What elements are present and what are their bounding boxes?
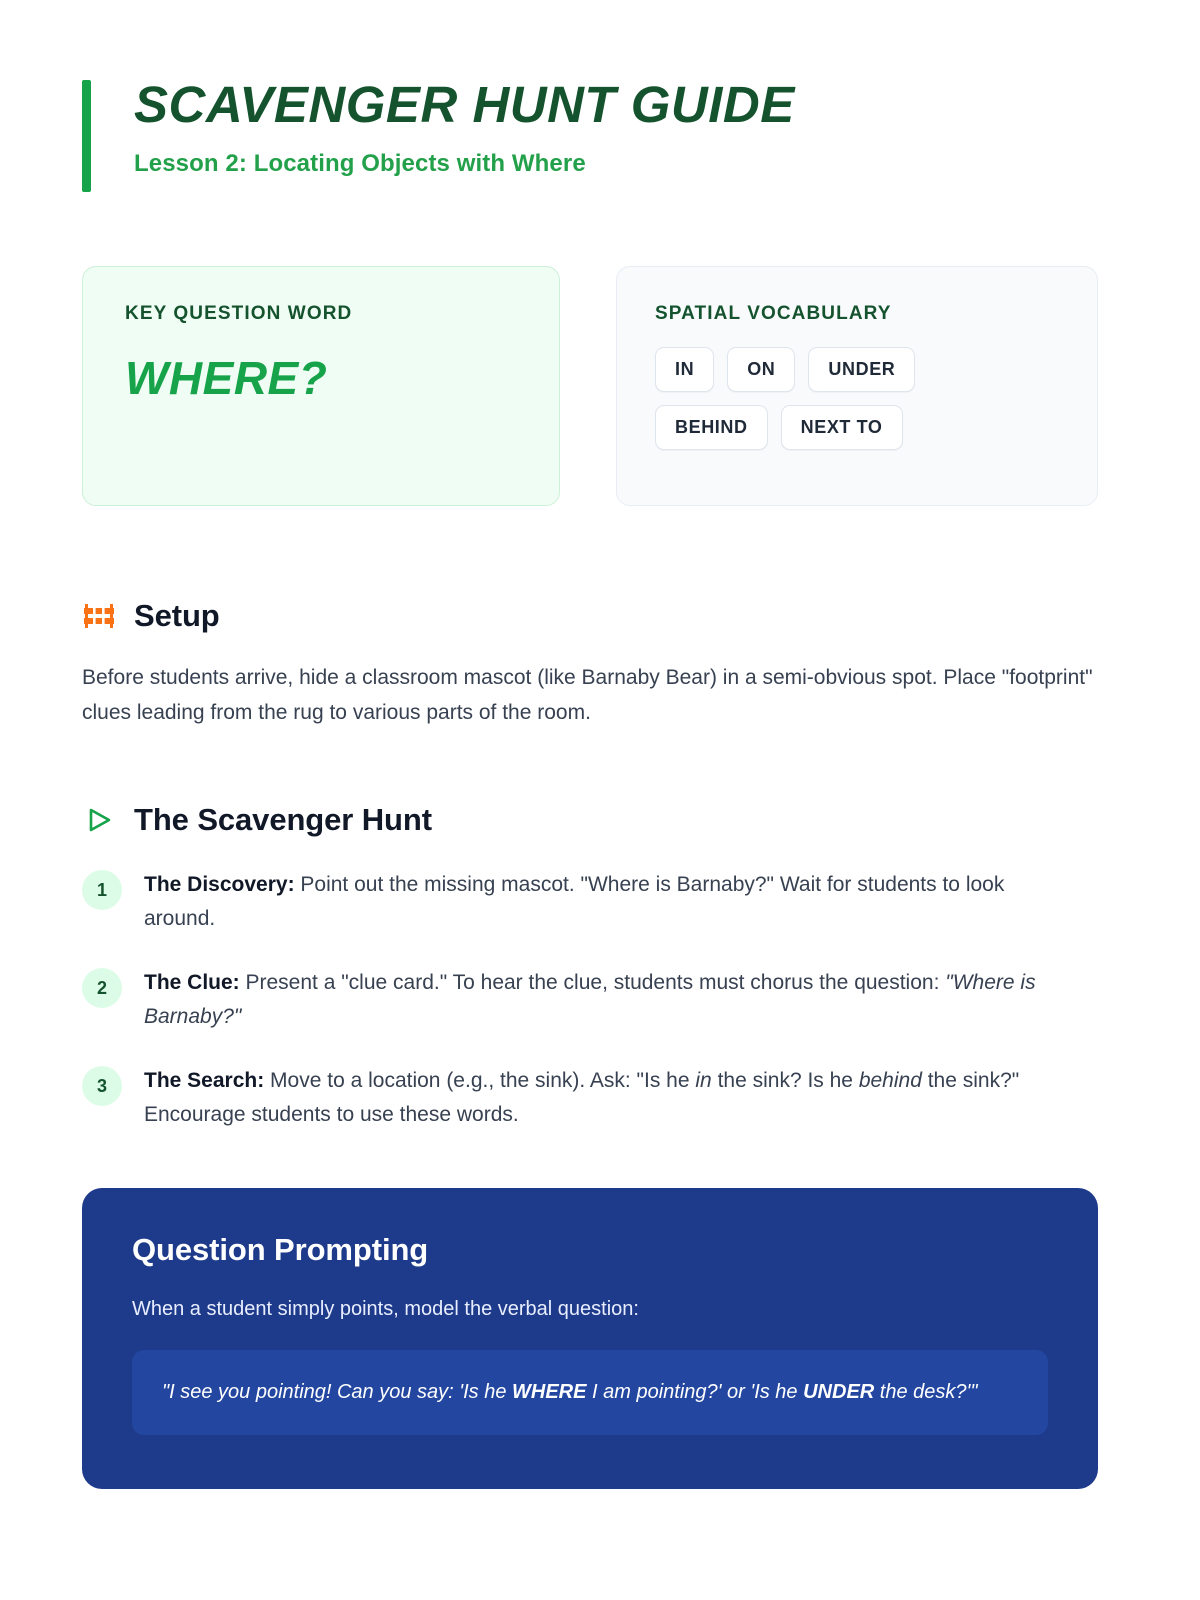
step-title: The Clue:	[144, 971, 240, 995]
callout-intro: When a student simply points, model the verbal question:	[132, 1298, 639, 1321]
summary-cards	[82, 266, 1098, 506]
list-item	[82, 1064, 1098, 1132]
list-item	[82, 868, 1098, 936]
list-item	[82, 966, 1098, 1034]
header-accent-bar	[82, 80, 91, 192]
step-emphasis: "Where is Barnaby?"	[144, 971, 1036, 1029]
step-number: 2	[82, 968, 122, 1008]
step-number: 1	[82, 870, 122, 910]
callout-quote-box	[132, 1350, 1048, 1435]
quote-text: the desk?'"	[874, 1381, 978, 1404]
step-text	[144, 1064, 1064, 1132]
step-emphasis: in	[695, 1069, 712, 1093]
step-number: 3	[82, 1066, 122, 1106]
step-body: Point out the missing mascot. "Where is Barnaby?" Wait for students to look around.	[144, 873, 1005, 931]
quote-strong: WHERE	[512, 1381, 587, 1404]
step-body: the sink? Is he	[711, 1069, 859, 1093]
vocabulary-chip: IN	[655, 347, 714, 392]
spatial-vocabulary-label: SPATIAL VOCABULARY	[655, 302, 892, 324]
document-header	[82, 78, 1200, 178]
vocabulary-chip-list	[655, 347, 985, 450]
play-triangle-icon	[82, 803, 116, 837]
step-text	[144, 966, 1064, 1034]
vocabulary-chip: UNDER	[808, 347, 915, 392]
quote-strong: UNDER	[803, 1381, 875, 1404]
page-subtitle: Lesson 2: Locating Objects with Where	[134, 149, 586, 177]
key-question-word-value: WHERE?	[125, 351, 328, 404]
quote-text: "I see you pointing! Can you say: 'Is he	[162, 1381, 513, 1404]
step-emphasis: behind	[858, 1069, 922, 1093]
step-body: the sink?" Encourage students to use these words.	[144, 1069, 1020, 1127]
vocabulary-chip: ON	[727, 347, 795, 392]
scavenger-hunt-heading-row	[82, 802, 1098, 838]
step-title: The Search:	[144, 1069, 265, 1093]
quote-text: I am pointing?' or 'Is he	[586, 1381, 804, 1404]
question-prompting-callout	[82, 1188, 1098, 1489]
scavenger-hunt-heading: The Scavenger Hunt	[134, 802, 432, 838]
step-body: Present a "clue card." To hear the clue, students must chorus the question:	[239, 971, 946, 995]
step-body: Move to a location (e.g., the sink). Ask: "Is he	[264, 1069, 696, 1093]
page-title: SCAVENGER HUNT GUIDE	[134, 76, 795, 133]
vocabulary-chip: BEHIND	[655, 405, 768, 450]
barrier-icon	[82, 599, 116, 633]
key-question-word-card	[82, 266, 560, 506]
vocabulary-chip: NEXT TO	[781, 405, 903, 450]
key-question-word-label: KEY QUESTION WORD	[125, 302, 353, 324]
hunt-step-list	[82, 868, 1098, 1132]
setup-body-text: Before students arrive, hide a classroom mascot (like Barnaby Bear) in a semi-obvious spot. Place "footprint" clues leading from the rug to various parts of the room.	[82, 665, 1093, 724]
setup-section	[82, 598, 1098, 731]
scavenger-hunt-section	[82, 802, 1098, 1132]
setup-heading-row	[82, 598, 1098, 634]
setup-heading: Setup	[134, 597, 220, 633]
step-text	[144, 868, 1064, 936]
step-title: The Discovery:	[144, 873, 295, 897]
callout-heading: Question Prompting	[132, 1232, 429, 1268]
spatial-vocabulary-card	[616, 266, 1098, 506]
